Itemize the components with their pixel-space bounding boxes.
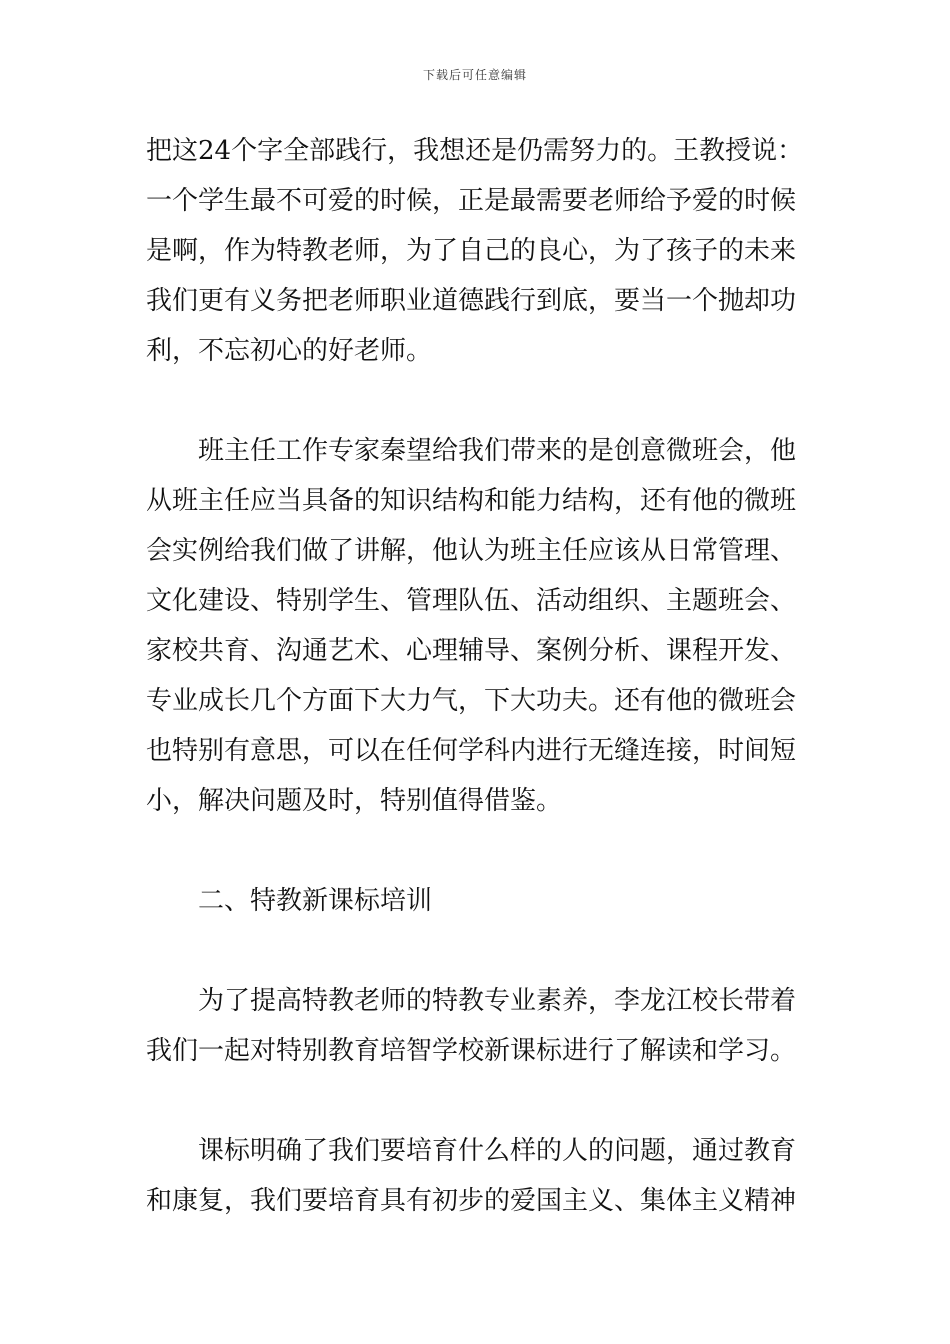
- text-line: 和康复，我们要培育具有初步的爱国主义、集体主义精神: [146, 1186, 797, 1216]
- text-line: 我们更有义务把老师职业道德践行到底，要当一个抛却功: [146, 286, 797, 316]
- paragraph-gap: [146, 376, 812, 426]
- text-line: 课标明确了我们要培育什么样的人的问题，通过教育: [198, 1136, 797, 1166]
- text-line: 我们一起对特别教育培智学校新课标进行了解读和学习。: [146, 1036, 797, 1066]
- text-line: 班主任工作专家秦望给我们带来的是创意微班会，他: [198, 436, 797, 466]
- paragraph-gap: [146, 1076, 812, 1126]
- text-line: 会实例给我们做了讲解，他认为班主任应该从日常管理、: [146, 536, 797, 566]
- text-line: 专业成长几个方面下大力气，下大功夫。还有他的微班会: [146, 686, 797, 716]
- text-line: 为了提高特教老师的特教专业素养，李龙江校长带着: [198, 986, 797, 1016]
- text-line: 家校共育、沟通艺术、心理辅导、案例分析、课程开发、: [146, 636, 797, 666]
- text-line: 也特别有意思，可以在任何学科内进行无缝连接，时间短: [146, 736, 797, 766]
- text-line: 一个学生最不可爱的时候，正是最需要老师给予爱的时候: [146, 186, 797, 216]
- text-line: 是啊，作为特教老师，为了自己的良心，为了孩子的未来: [146, 236, 797, 266]
- document-body: [146, 126, 812, 1226]
- text-line: 把这24个字全部践行，我想还是仍需努力的。王教授说：: [146, 136, 804, 166]
- paragraph-gap: [146, 826, 812, 876]
- page-header-note: 下载后可任意编辑: [422, 68, 527, 82]
- text-line: 从班主任应当具备的知识结构和能力结构，还有他的微班: [146, 486, 797, 516]
- section-heading: 二、特教新课标培训: [198, 886, 433, 916]
- text-line: 文化建设、特别学生、管理队伍、活动组织、主题班会、: [146, 586, 797, 616]
- paragraph-gap: [146, 926, 812, 976]
- text-line: 小，解决问题及时，特别值得借鉴。: [146, 786, 563, 816]
- text-line: 利，不忘初心的好老师。: [146, 336, 433, 366]
